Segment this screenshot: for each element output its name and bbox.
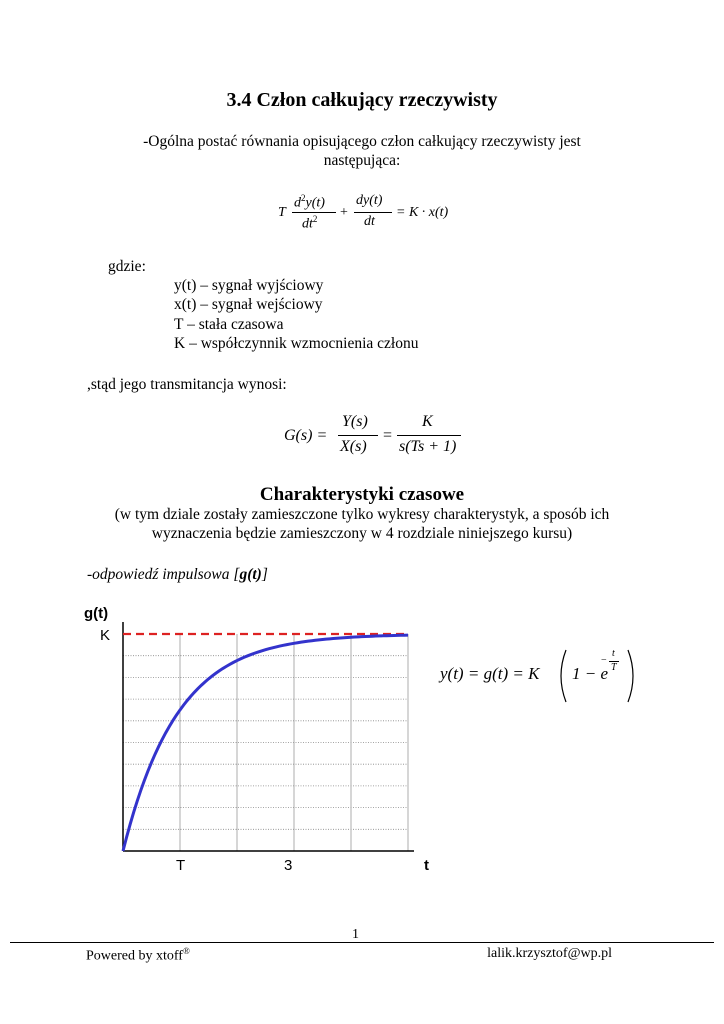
eq-rhs: = K · x(t) — [396, 205, 449, 220]
eq-frac1-bar — [292, 212, 336, 213]
impulse-bold: g(t) — [239, 566, 262, 583]
tf-lhs: G(s) = — [284, 427, 328, 444]
gdzie-label: gdzie: — [108, 258, 146, 275]
note-line-1: (w tym dziale zostały zamieszczone tylko wykresy charakterystyk, a sposób ich — [114, 506, 610, 523]
tf-num1: Y(s) — [342, 413, 368, 430]
response-formula — [440, 646, 640, 706]
rf-exp-sign: − — [601, 655, 607, 666]
tf-den2: s(Ts + 1) — [399, 438, 457, 455]
eq-T: T — [278, 205, 286, 220]
tf-frac2-bar — [397, 435, 461, 436]
definition-item: K – współczynnik wzmocnienia członu — [174, 335, 419, 352]
x-tick-label: 3 — [284, 857, 293, 874]
intro-line-2: następująca: — [323, 152, 401, 169]
impulse-heading: -odpowiedź impulsowa [g(t)] — [87, 566, 268, 583]
eq-den2: dt — [364, 214, 375, 229]
definition-item: x(t) – sygnał wejściowy — [174, 296, 323, 313]
intro-text — [100, 132, 624, 170]
eq-num2: dy(t) — [356, 193, 383, 208]
y-axis-label: g(t) — [84, 605, 109, 622]
eq-plus: + — [340, 205, 348, 220]
tf-eq: = — [383, 427, 393, 444]
tf-num2: K — [422, 413, 433, 430]
response-curve — [123, 635, 408, 851]
rf-exp-num: t — [612, 648, 615, 659]
section-note — [60, 505, 664, 543]
x-tick-label: T — [176, 857, 186, 874]
section-title: Charakterystyki czasowe — [259, 484, 465, 505]
tf-den1: X(s) — [340, 438, 367, 455]
eq-frac2-bar — [354, 212, 392, 213]
definition-item: y(t) – sygnał wyjściowy — [174, 277, 324, 294]
eq-num1: $d^2y(t)$ — [294, 193, 325, 211]
rf-exp-den: T — [611, 662, 617, 673]
footer-left: Powered by xtoff® — [86, 946, 190, 964]
impulse-response-chart — [80, 600, 440, 880]
registered-mark: ® — [182, 946, 190, 956]
differential-equation — [278, 193, 468, 238]
eq-den1: $dt^2$ — [302, 214, 318, 232]
transfer-function — [284, 413, 464, 463]
intro-line-1: -Ogólna postać równania opisującego człon całkujący rzeczywisty jest — [143, 133, 581, 150]
rf-lhs: y(t) = g(t) = K — [440, 664, 540, 683]
rf-inner: 1 − e — [572, 664, 609, 683]
note-line-2: wyznaczenia będzie zamieszczony w 4 rozdziale niniejszego kursu) — [151, 525, 573, 542]
definition-item: T – stała czasowa — [174, 316, 284, 333]
page-title: 3.4 Człon całkujący rzeczywisty — [226, 89, 498, 111]
transfer-intro: ,stąd jego transmitancja wynosi: — [87, 376, 287, 393]
x-axis-label: t — [424, 857, 429, 874]
footer-divider — [10, 942, 714, 943]
footer-email: lalik.krzysztof@wp.pl — [487, 946, 612, 961]
tf-frac1-bar — [338, 435, 378, 436]
page-number: 1 — [352, 927, 359, 942]
y-tick-label: K — [100, 627, 111, 644]
